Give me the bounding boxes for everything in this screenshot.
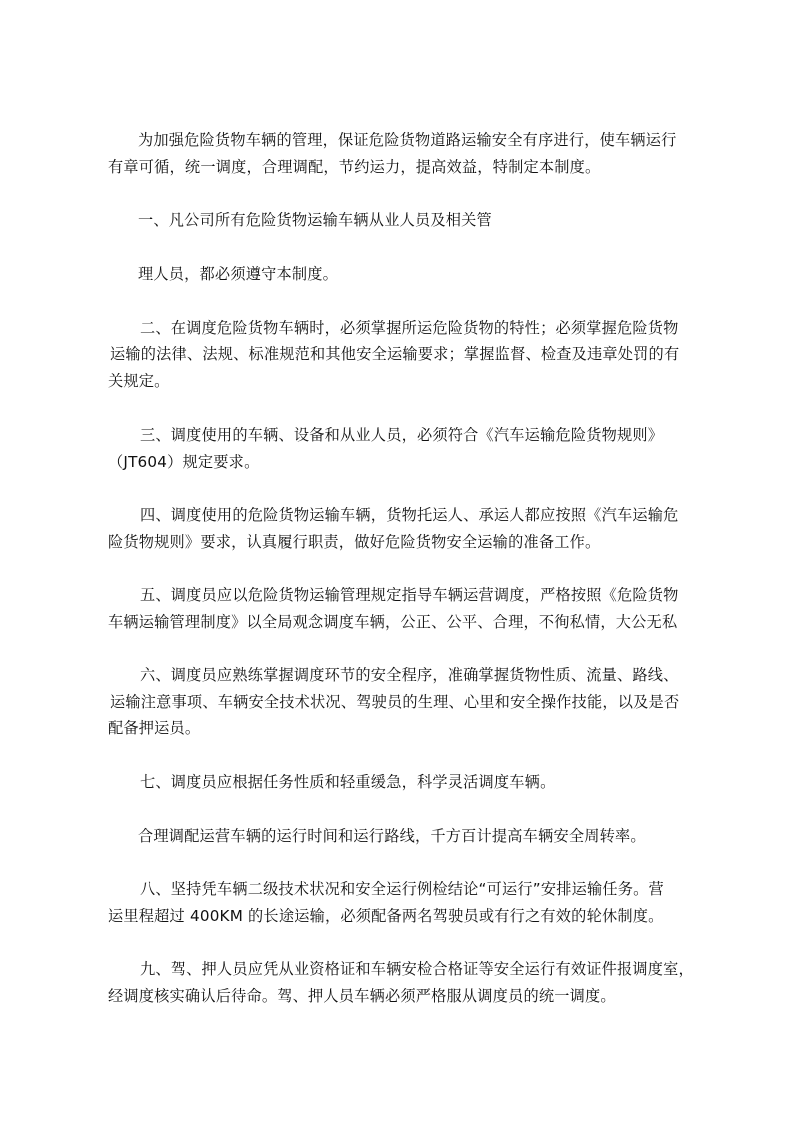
- paragraph-9-line-1: 七、调度员应根据任务性质和轻重缓急，科学灵活调度车辆。: [140, 773, 556, 791]
- paragraph-4-line-1: 二、在调度危险货物车辆时，必须掌握所运危险货物的特性；必须掌握危险货物: [140, 319, 679, 337]
- paragraph-4-line-3: 关规定。: [108, 372, 170, 390]
- paragraph-1-line-1: 为加强危险货物车辆的管理，保证危险货物道路运输安全有序进行，使车辆运行: [138, 131, 677, 149]
- paragraph-12-line-1: 九、驾、押人员应凭从业资格证和车辆安检合格证等安全运行有效证件报调度室，: [140, 960, 694, 978]
- paragraph-5-line-2: （JT604）规定要求。: [108, 453, 260, 471]
- paragraph-6-line-1: 四、调度使用的危险货物运输车辆，货物托运人、承运人都应按照《汽车运输危: [140, 506, 679, 524]
- paragraph-1-line-2: 有章可循，统一调度，合理调配，节约运力，提高效益，特制定本制度。: [108, 158, 601, 176]
- paragraph-6-line-2: 险货物规则》要求，认真履行职责，做好危险货物安全运输的准备工作。: [108, 533, 601, 551]
- paragraph-4-line-2: 运输的法律、法规、标准规范和其他安全运输要求；掌握监督、检查及违章处罚的有: [110, 345, 680, 363]
- paragraph-2-line-1: 一、凡公司所有危险货物运输车辆从业人员及相关管: [138, 211, 492, 229]
- paragraph-7-line-1: 五、调度员应以危险货物运输管理规定指导车辆运营调度，严格按照《危险货物: [140, 586, 679, 604]
- paragraph-8-line-2: 运输注意事项、车辆安全技术状况、驾驶员的生理、心里和安全操作技能，以及是否: [110, 693, 680, 711]
- paragraph-8-line-1: 六、调度员应熟练掌握调度环节的安全程序，准确掌握货物性质、流量、路线、: [140, 666, 679, 684]
- paragraph-10-line-1: 合理调配运营车辆的运行时间和运行路线，千方百计提高车辆安全周转率。: [138, 827, 646, 845]
- paragraph-5-line-1: 三、调度使用的车辆、设备和从业人员，必须符合《汽车运输危险货物规则》: [140, 426, 664, 444]
- paragraph-8-line-3: 配备押运员。: [108, 719, 201, 737]
- paragraph-12-line-2: 经调度核实确认后待命。驾、押人员车辆必须严格服从调度员的统一调度。: [108, 987, 616, 1005]
- paragraph-11-line-2: 运里程超过 400KM 的长途运输，必须配备两名驾驶员或有行之有效的轮休制度。: [108, 907, 664, 925]
- paragraph-7-line-2: 车辆运输管理制度》以全局观念调度车辆，公正、公平、合理，不徇私情，大公无私: [108, 613, 678, 631]
- paragraph-11-line-1: 八、坚持凭车辆二级技术状况和安全运行例检结论“可运行”安排运输任务。营: [140, 880, 664, 898]
- paragraph-3-line-1: 理人员，都必须遵守本制度。: [138, 265, 339, 283]
